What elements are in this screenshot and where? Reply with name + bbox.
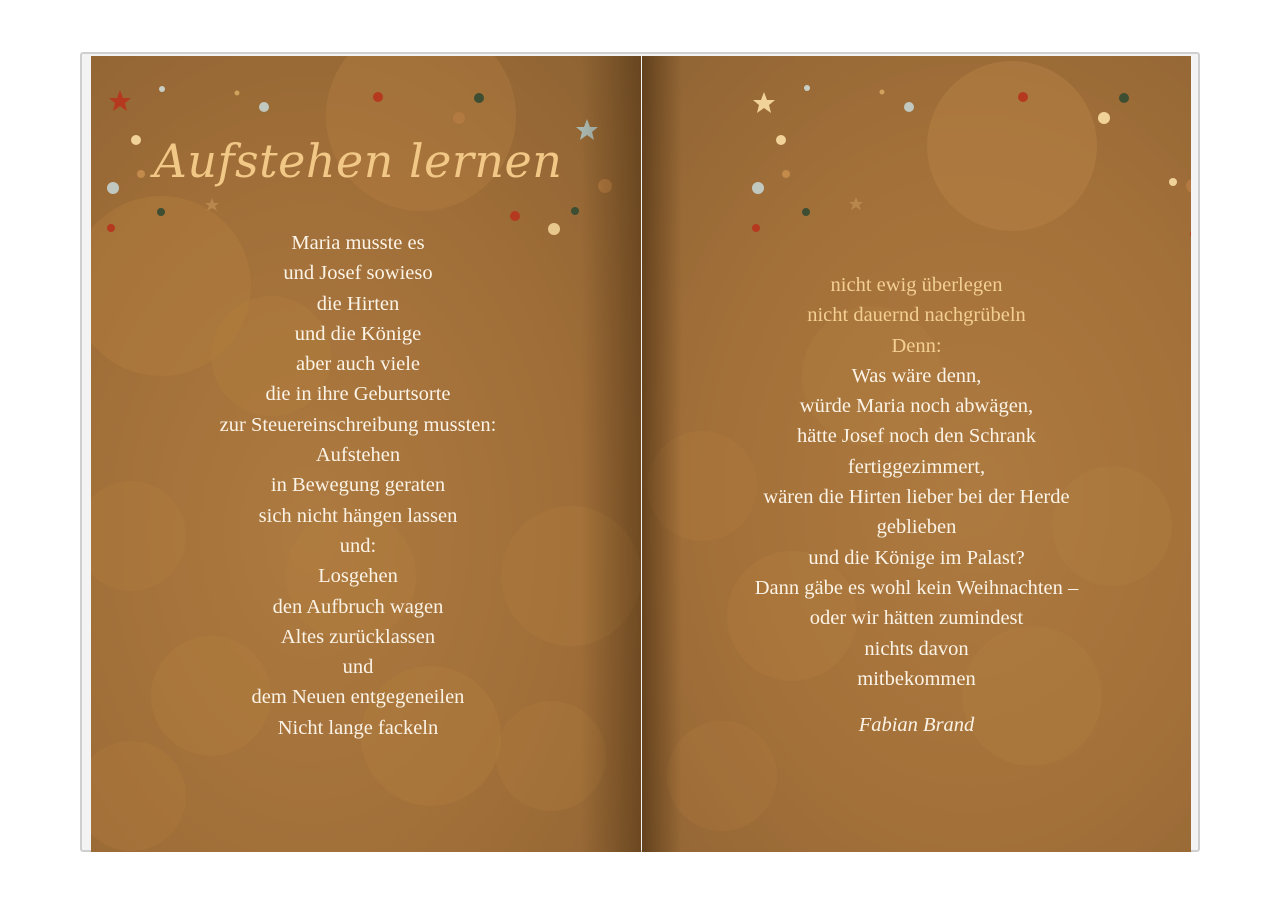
poem-line: und — [342, 656, 374, 679]
confetti-decoration — [642, 56, 1191, 256]
book-spread — [80, 52, 1200, 852]
poem-line: in Bewegung geraten — [270, 474, 446, 497]
poem-right — [642, 270, 1191, 694]
poem-line: fertiggezimmert, — [847, 455, 986, 478]
poem-line: den Aufbruch wagen — [272, 595, 444, 618]
poem-line: dem Neuen entgegeneilen — [251, 686, 465, 709]
poem-highlight-line: nicht dauernd nachgrübeln — [807, 304, 1026, 327]
poem-line: Altes zurücklassen — [280, 625, 436, 648]
poem-line: oder wir hätten zumindest — [809, 607, 1024, 630]
gold-star-icon — [753, 92, 775, 113]
poem-line: die in ihre Geburtsorte — [265, 383, 451, 406]
poem-line: sich nicht hängen lassen — [258, 504, 458, 527]
poem-line: Maria musste es — [291, 232, 425, 254]
poem-line: und Josef sowieso — [283, 262, 433, 285]
poem-line: Was wäre denn, — [851, 364, 982, 387]
poem-line: Dann gäbe es wohl kein Weihnachten – — [754, 576, 1079, 599]
poem-highlight-line: nicht ewig überlegen — [830, 274, 1003, 296]
gold-star-icon — [849, 197, 863, 210]
poem-line: nichts davon — [864, 637, 969, 660]
poem-line: die Hirten — [316, 292, 400, 315]
poem-line: Aufstehen — [315, 444, 401, 467]
poem-line: wären die Hirten lieber bei der Herde — [763, 486, 1070, 509]
poem-line: geblieben — [876, 516, 957, 539]
right-page — [642, 56, 1191, 852]
poem-line: zur Steuereinschreibung mussten: — [219, 413, 497, 436]
poem-line: mitbekommen — [857, 667, 976, 690]
poem-left — [91, 228, 625, 743]
poem-line: und die Könige — [294, 322, 422, 345]
poem-line: aber auch viele — [295, 353, 421, 376]
gold-star-icon — [205, 198, 219, 211]
poem-line: und die Könige im Palast? — [808, 546, 1025, 569]
red-star-icon — [109, 90, 131, 111]
poem-line: Losgehen — [318, 565, 398, 588]
poem-line: Nicht lange fackeln — [277, 716, 439, 739]
poem-highlight-line: Denn: — [891, 334, 942, 357]
poem-line: und: — [339, 534, 377, 557]
poem-line: hätte Josef noch den Schrank — [796, 425, 1037, 448]
page-title: Aufstehen lernen — [153, 134, 563, 188]
poem-line: würde Maria noch abwägen, — [799, 395, 1034, 418]
author-name: Fabian Brand — [858, 714, 975, 736]
left-page — [91, 56, 641, 852]
